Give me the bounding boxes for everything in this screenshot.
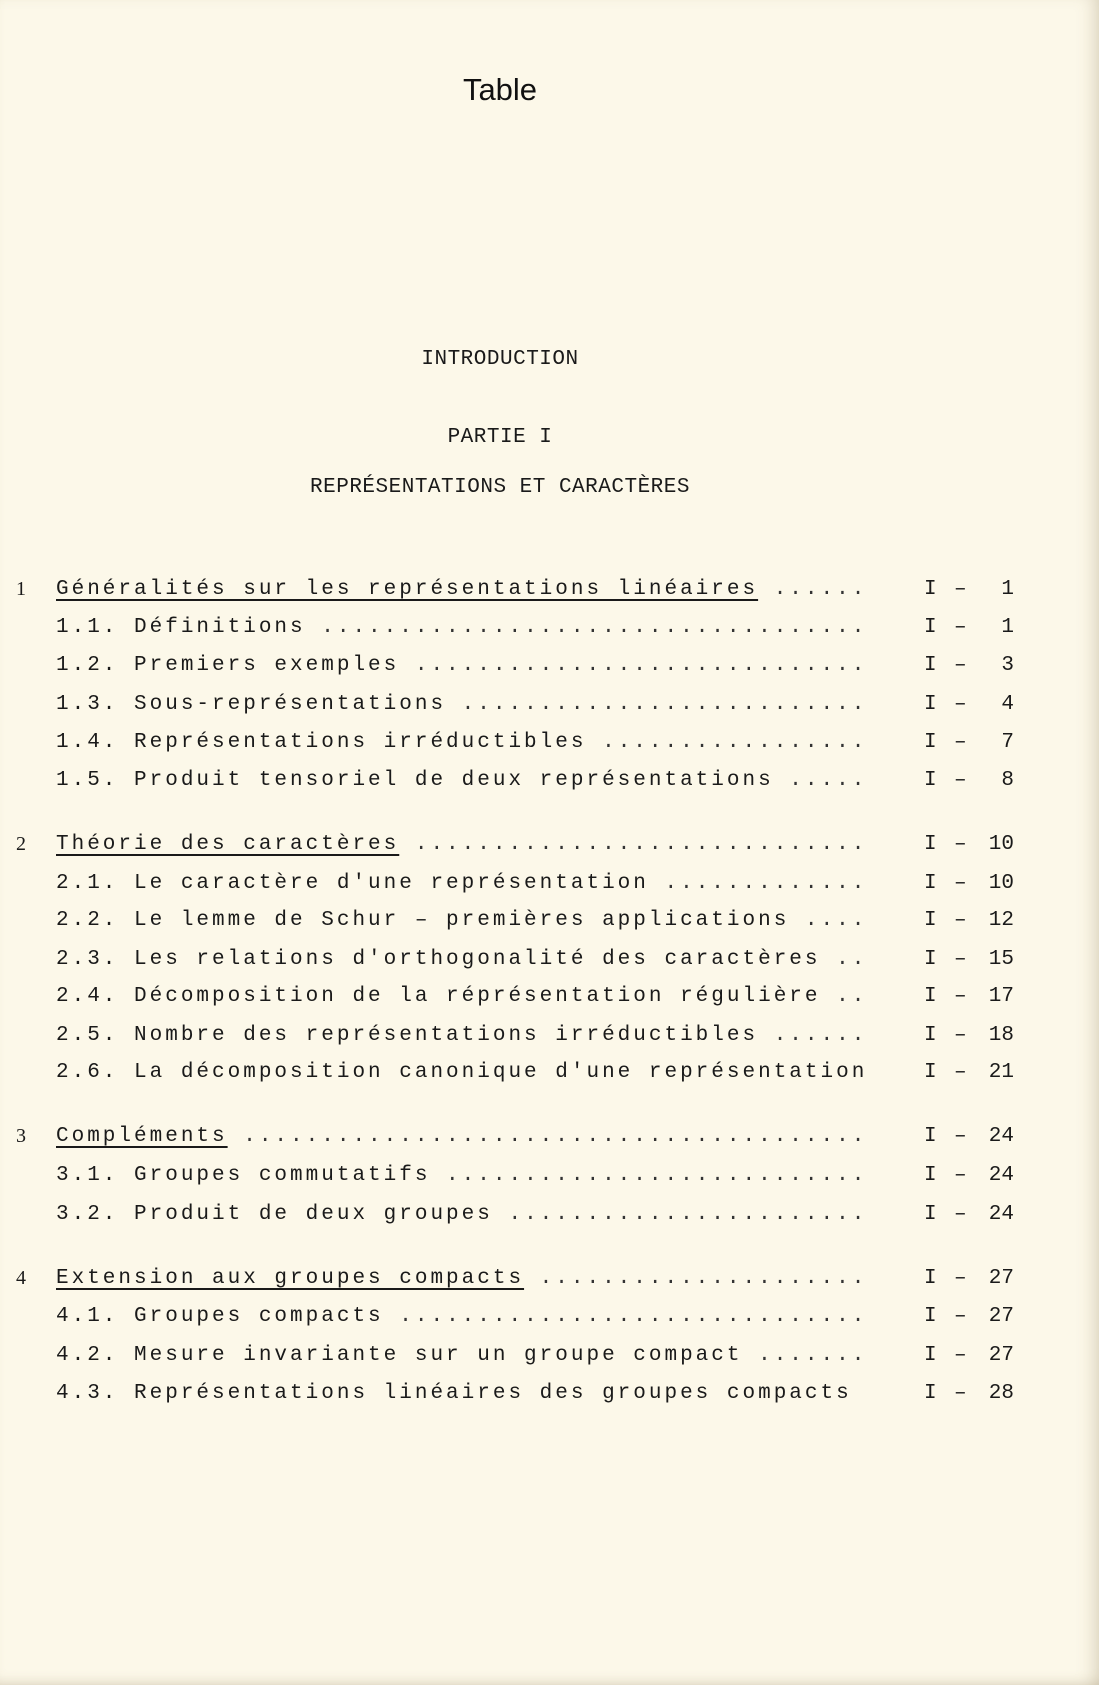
page-dash: –	[954, 654, 967, 677]
entry-text	[56, 616, 870, 639]
page-part: I	[924, 1203, 937, 1226]
dot-leader: .............................	[399, 833, 868, 856]
entry-label: 2.6. La décomposition canonique d'une représentation	[56, 1061, 868, 1084]
dot-leader: ......	[758, 578, 868, 601]
toc-item-row	[0, 731, 1099, 761]
page-part: I	[924, 833, 937, 856]
page-number: 21	[988, 1061, 1014, 1084]
entry-text	[56, 769, 870, 792]
toc-item-row	[0, 1203, 1099, 1233]
dot-leader: .......	[742, 1344, 868, 1367]
page-number: 12	[988, 909, 1014, 932]
entry-text	[56, 1267, 870, 1290]
toc-item-row	[0, 1061, 1099, 1091]
toc-item-row	[0, 1344, 1099, 1374]
page-part: I	[924, 654, 937, 677]
page-dash: –	[954, 616, 967, 639]
toc-item-row	[0, 1382, 1099, 1412]
section-number: 2	[16, 833, 26, 855]
entry-text	[56, 833, 870, 856]
page-part: I	[924, 1164, 937, 1187]
dot-leader: ...................................	[305, 616, 868, 639]
toc-item-row	[0, 909, 1099, 939]
entry-label: 1.5. Produit tensoriel de deux représentations	[56, 769, 774, 792]
page-number: 4	[1001, 693, 1014, 716]
page-dash: –	[954, 872, 967, 895]
dot-leader: ......	[758, 1024, 868, 1047]
page-part: I	[924, 909, 937, 932]
page-part: I	[924, 1305, 937, 1328]
toc-item-row	[0, 693, 1099, 723]
page-number: 24	[988, 1164, 1014, 1187]
entry-text	[56, 1305, 870, 1328]
entry-label: Généralités sur les représentations linéaires	[56, 578, 759, 601]
page-dash: –	[954, 1125, 967, 1148]
dot-leader: ........................................	[227, 1125, 868, 1148]
page-dash: –	[954, 1164, 967, 1187]
page-part: I	[924, 769, 937, 792]
page-dash: –	[954, 578, 967, 601]
page-number: 27	[988, 1344, 1014, 1367]
page-dash: –	[954, 1061, 967, 1084]
toc-item-row	[0, 769, 1099, 799]
page-number: 27	[988, 1305, 1014, 1328]
page-title: Table	[462, 72, 538, 107]
entry-label: Compléments	[56, 1125, 228, 1148]
page-number: 24	[988, 1125, 1014, 1148]
entry-label: Théorie des caractères	[56, 833, 400, 856]
entry-label: 1.4. Représentations irréductibles	[56, 731, 587, 754]
dot-leader: .............................	[399, 654, 868, 677]
page-dash: –	[954, 1305, 967, 1328]
entry-text	[56, 1125, 870, 1148]
entry-text	[56, 578, 870, 601]
page-part: I	[924, 1382, 937, 1405]
entry-text	[56, 1024, 870, 1047]
dot-leader: ..	[820, 948, 868, 971]
toc-section-row	[0, 833, 1099, 863]
toc-item-row	[0, 616, 1099, 646]
entry-text	[56, 948, 870, 971]
page-part: I	[924, 985, 937, 1008]
entry-label: 4.1. Groupes compacts	[56, 1305, 384, 1328]
section-number: 3	[16, 1125, 26, 1147]
page-dash: –	[954, 769, 967, 792]
toc-section-row	[0, 578, 1099, 608]
page-dash: –	[954, 693, 967, 716]
entry-label: Extension aux groupes compacts	[56, 1267, 525, 1290]
entry-text	[56, 872, 870, 895]
part-heading: PARTIE I	[447, 426, 553, 449]
entry-label: 2.3. Les relations d'orthogonalité des caractères	[56, 948, 821, 971]
entry-text	[56, 731, 870, 754]
entry-label: 2.4. Décomposition de la réprésentation régulière	[56, 985, 821, 1008]
page-dash: –	[954, 948, 967, 971]
toc-item-row	[0, 1024, 1099, 1054]
entry-text	[56, 1061, 870, 1084]
entry-text	[56, 1382, 870, 1405]
dot-leader: ..	[820, 985, 868, 1008]
part-title: REPRÉSENTATIONS ET CARACTÈRES	[310, 476, 690, 499]
page-number: 10	[988, 872, 1014, 895]
toc-item-row	[0, 654, 1099, 684]
entry-text	[56, 1203, 870, 1226]
page-dash: –	[954, 1382, 967, 1405]
page-number: 1	[1001, 578, 1014, 601]
dot-leader: ..............................	[383, 1305, 868, 1328]
page-number: 15	[988, 948, 1014, 971]
page-part: I	[924, 872, 937, 895]
toc-item-row	[0, 872, 1099, 902]
entry-label: 1.1. Définitions	[56, 616, 306, 639]
toc-section-row	[0, 1125, 1099, 1155]
toc-item-row	[0, 985, 1099, 1015]
entry-text	[56, 1164, 870, 1187]
page-number: 17	[988, 985, 1014, 1008]
page-number: 27	[988, 1267, 1014, 1290]
section-number: 4	[16, 1267, 26, 1289]
entry-label: 1.3. Sous-représentations	[56, 693, 447, 716]
page-number: 8	[1001, 769, 1014, 792]
page-part: I	[924, 948, 937, 971]
page-dash: –	[954, 731, 967, 754]
entry-label: 2.5. Nombre des représentations irréductibles	[56, 1024, 759, 1047]
entry-label: 4.2. Mesure invariante sur un groupe compact	[56, 1344, 743, 1367]
entry-text	[56, 654, 870, 677]
entry-text	[56, 909, 870, 932]
dot-leader: ...........................	[430, 1164, 868, 1187]
page-dash: –	[954, 909, 967, 932]
page-part: I	[924, 1061, 937, 1084]
page-part: I	[924, 616, 937, 639]
introduction-heading: INTRODUCTION	[421, 348, 579, 371]
page-part: I	[924, 1267, 937, 1290]
dot-leader: ..........................	[446, 693, 868, 716]
entry-label: 3.2. Produit de deux groupes	[56, 1203, 493, 1226]
page-part: I	[924, 693, 937, 716]
dot-leader: .............	[648, 872, 868, 895]
entry-label: 3.1. Groupes commutatifs	[56, 1164, 431, 1187]
dot-leader: .....	[773, 769, 868, 792]
dot-leader: .......................	[492, 1203, 868, 1226]
page-number: 24	[988, 1203, 1014, 1226]
page-part: I	[924, 1344, 937, 1367]
page-part: I	[924, 1125, 937, 1148]
toc-item-row	[0, 1164, 1099, 1194]
dot-leader: ....	[789, 909, 868, 932]
toc-item-row	[0, 948, 1099, 978]
dot-leader: .................	[586, 731, 868, 754]
page-number: 1	[1001, 616, 1014, 639]
page-dash: –	[954, 1267, 967, 1290]
page-dash: –	[954, 1024, 967, 1047]
page-dash: –	[954, 985, 967, 1008]
toc-section-row	[0, 1267, 1099, 1297]
toc-item-row	[0, 1305, 1099, 1335]
page-number: 10	[988, 833, 1014, 856]
page-number: 7	[1001, 731, 1014, 754]
page-number: 28	[988, 1382, 1014, 1405]
entry-label: 2.2. Le lemme de Schur – premières applications	[56, 909, 790, 932]
entry-label: 2.1. Le caractère d'une représentation	[56, 872, 649, 895]
page-part: I	[924, 1024, 937, 1047]
page-dash: –	[954, 1203, 967, 1226]
page-part: I	[924, 731, 937, 754]
page-part: I	[924, 578, 937, 601]
entry-text	[56, 985, 870, 1008]
page-dash: –	[954, 1344, 967, 1367]
entry-text	[56, 1344, 870, 1367]
page-dash: –	[954, 833, 967, 856]
entry-text	[56, 693, 870, 716]
page-number: 3	[1001, 654, 1014, 677]
section-number: 1	[16, 578, 26, 600]
entry-label: 1.2. Premiers exemples	[56, 654, 400, 677]
entry-label: 4.3. Représentations linéaires des groupes compacts	[56, 1382, 852, 1405]
page-number: 18	[988, 1024, 1014, 1047]
dot-leader: .....................	[524, 1267, 868, 1290]
